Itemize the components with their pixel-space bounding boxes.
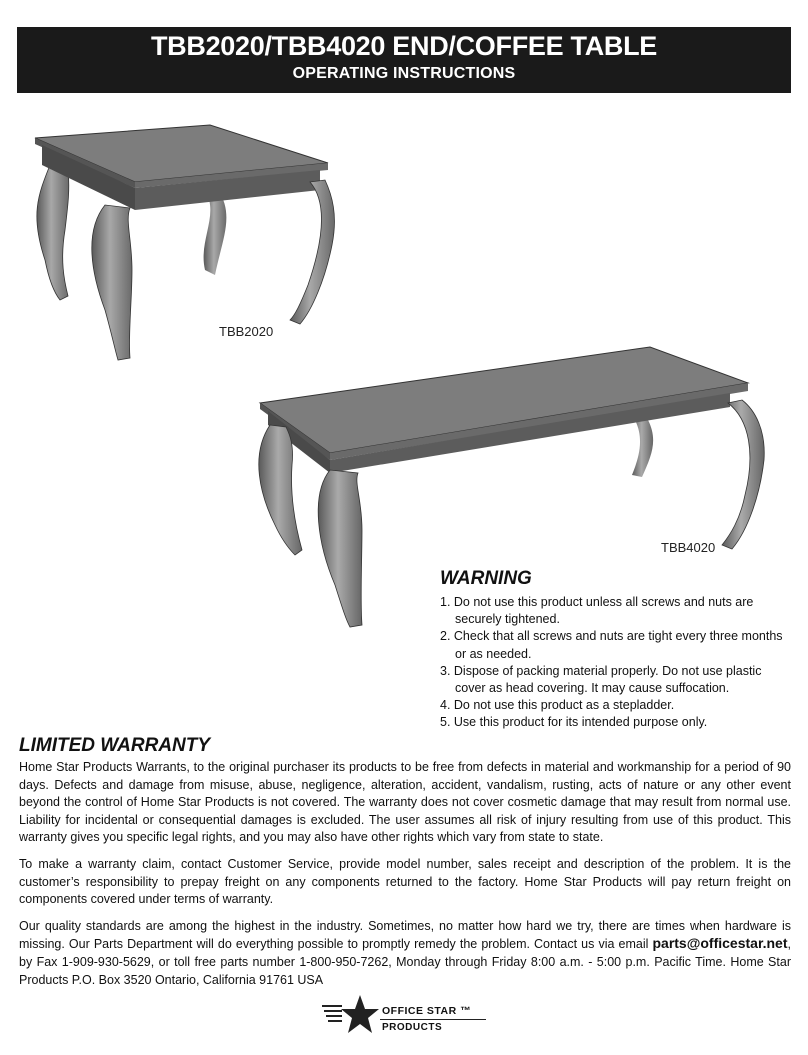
logo-name: OFFICE STAR ™ (382, 1005, 472, 1017)
warning-item: 2. Check that all screws and nuts are tight every three months or as needed. (440, 629, 783, 661)
warning-item: 5. Use this product for its intended purpose only. (440, 715, 708, 730)
end-table-illustration (20, 120, 340, 370)
logo-divider (380, 1019, 486, 1020)
warranty-paragraph: Home Star Products Warrants, to the original purchaser its products to be free from defects in material and workmanship for a period of 90 days. Defects and damage from misuse, abuse, negligence, alteration, accident, vandalism, rusting, acts of nature or any other event beyond the control of Home Star Products is not covered. The warranty does not cover cosmetic damage that may result from normal use. Liability for incidental or consequential damages is excluded. The user assumes all risk of injury resulting from use of this product. This warranty gives you specific legal rights, and you may also have other rights which vary from state to state. (19, 760, 791, 845)
warning-item: 4. Do not use this product as a stepladder. (440, 698, 675, 713)
warning-section (440, 568, 795, 732)
warning-item: 1. Do not use this product unless all screws and nuts are securely tightened. (440, 595, 754, 627)
parts-paragraph (19, 918, 791, 989)
end-table-label: TBB2020 (219, 324, 274, 339)
warning-item: 3. Dispose of packing material properly. Do not use plastic cover as head covering. It may cause suffocation. (440, 663, 762, 696)
limited-warranty-section (19, 735, 791, 998)
logo-subname: PRODUCTS (382, 1022, 443, 1033)
coffee-table-label: TBB4020 (661, 540, 716, 555)
parts-text-before: Our quality standards are among the highest in the industry. Sometimes, no matter how hard we try, there are times when hardware is missing. Our Parts Department will do everything possible to promptly remedy the problem. Contact us via email (19, 918, 791, 952)
warning-list (440, 594, 795, 732)
parts-email-link[interactable]: parts@officestar.net (652, 935, 788, 952)
limited-warranty-heading: LIMITED WARRANTY (19, 735, 211, 756)
page-subtitle: OPERATING INSTRUCTIONS (292, 65, 516, 82)
warranty-claim-paragraph: To make a warranty claim, contact Customer Service, provide model number, sales receipt and description of the problem. It is the customer’s responsibility to prepay freight on any components returned to the factory. Home Star Products will pay return freight on components covered under terms of warranty. (19, 856, 791, 907)
page-title: TBB2020/TBB4020 END/COFFEE TABLE (150, 31, 657, 61)
office-star-logo (322, 993, 492, 1038)
page-header (17, 27, 791, 93)
parts-text-after: , by Fax 1-909-930-5629, or toll free parts number 1-800-950-7262, Monday through Friday 8:00 a.m. - 5:00 p.m. Pacific Time. Home Star Products P.O. Box 3520 Ontario, California 91761 USA (19, 937, 791, 987)
star-logo-icon (322, 993, 380, 1038)
warning-heading: WARNING (440, 568, 532, 589)
